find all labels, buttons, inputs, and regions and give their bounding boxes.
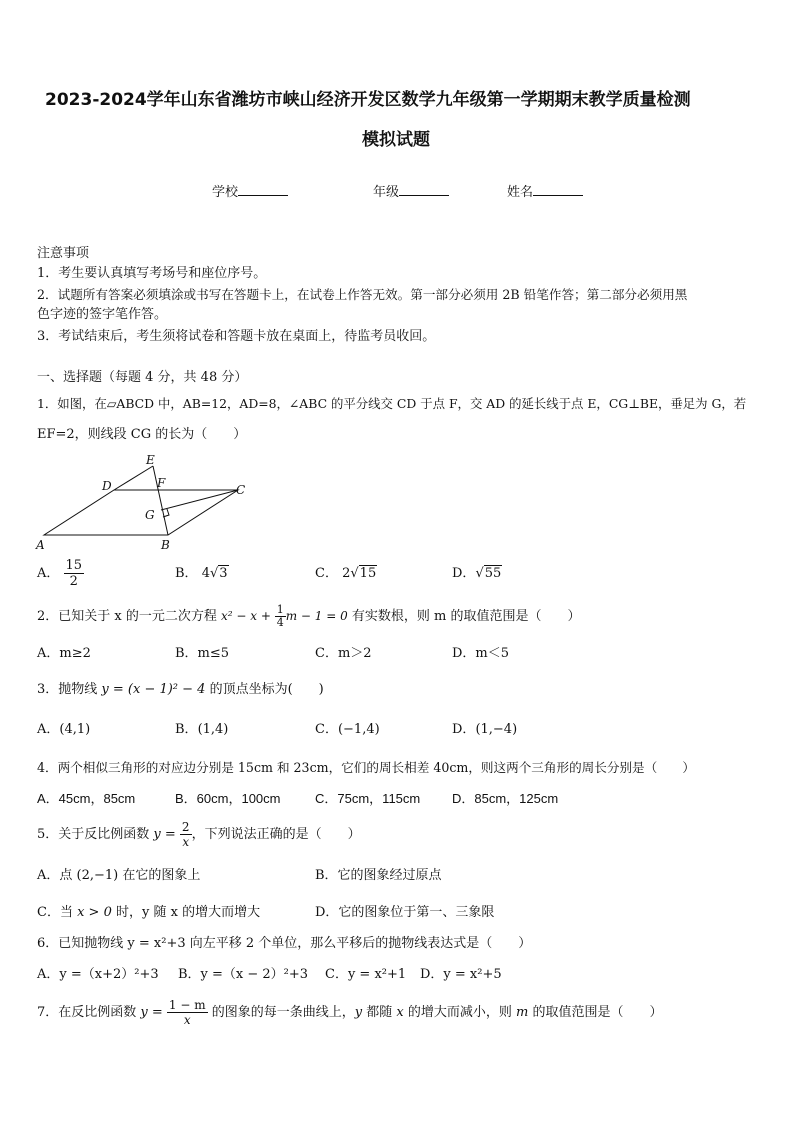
equation: y = (x − 1)² − 4 [101,682,206,697]
stem-text: 有实数根，则 m 的取值范围是（ ） [347,609,581,624]
q1-option-c[interactable]: C． 2√15 [315,566,377,581]
point: (2,−1) [76,868,119,883]
option-text: A．点 [37,868,77,883]
grade-label: 年级 [373,185,400,200]
q2-stem [37,603,580,630]
equation-part: m − 1 = 0 [285,609,348,623]
grade-blank[interactable] [399,183,449,196]
stem-text: 3．抛物线 [37,682,102,697]
coefficient: 4 [201,566,210,581]
q6-option-c[interactable]: C．y = x²+1 [325,967,407,982]
stem-text: 的顶点坐标为( ) [205,682,324,697]
option-text: 时，y 随 x 的增大而增大 [111,905,261,920]
name-blank[interactable] [533,183,583,196]
option-value: (4,1) [59,722,91,737]
variable: m [516,1005,529,1020]
school-label: 学校 [212,185,239,200]
q4-option-d[interactable]: D．85cm，125cm [452,791,559,806]
variable: y = [140,1005,167,1020]
school-blank[interactable] [238,183,288,196]
label-g: G [145,508,155,522]
label-a: A [36,538,45,552]
q1-stem-line2: EF=2，则线段 CG 的长为（ ） [37,427,247,442]
q3-stem [37,682,324,698]
option-label: A． [37,722,60,737]
fraction [180,820,192,849]
fraction [64,558,85,589]
option-label: D． [452,722,476,737]
stem-text: 都随 [362,1005,397,1020]
q4-option-c[interactable]: C．75cm，115cm [315,791,421,806]
q5-option-d[interactable]: D．它的图象位于第一、三象限 [315,905,495,920]
name-field[interactable] [507,183,583,201]
option-label: B． [175,566,198,581]
q2-option-c[interactable]: C．m＞2 [315,646,372,661]
denominator: 4 [276,616,284,629]
q5-option-c[interactable] [37,905,260,921]
coefficient: 2 [342,566,351,581]
stem-text: 的增大而减小，则 [403,1005,516,1020]
stem-text: 的取值范围是（ ） [528,1005,663,1020]
q1-parallelogram-figure [32,452,252,552]
q1-option-a[interactable] [37,558,84,589]
q4-option-b[interactable]: B．60cm，100cm [175,791,281,806]
school-field[interactable] [212,183,288,201]
radicand: 15 [359,566,377,581]
denominator: 2 [69,574,78,589]
option-value: (1,4) [197,722,229,737]
q1-option-d[interactable]: D．√55 [452,566,502,581]
q4-option-a[interactable]: A．45cm，85cm [37,791,136,806]
label-d: D [102,479,112,493]
option-text: C．当 [37,905,78,920]
fraction [167,998,208,1027]
denominator: x [183,1013,191,1027]
condition: x > 0 [77,905,112,920]
variable: y [354,1005,363,1020]
denominator: x [182,835,190,849]
variable: y = [153,827,180,842]
q6-stem: 6．已知抛物线 y = x²+3 向左平移 2 个单位，那么平移后的抛物线表达式是（ ） [37,936,532,951]
q2-option-a[interactable]: A．m≥2 [37,646,91,661]
exam-title-line1: 2023-2024学年山东省潍坊市峡山经济开发区数学九年级第一学期期末教学质量检测 [45,90,691,110]
option-label: B． [175,722,198,737]
notice-item: 2．试题所有答案必须填涂或书写在答题卡上，在试卷上作答无效。第一部分必须用 2B 铅笔作答；第二部分必须用黑 [37,287,688,302]
stem-text: 2．已知关于 x 的一元二次方程 [37,609,221,624]
stem-text: 5．关于反比例函数 [37,827,154,842]
stem-text: 的图象的每一条曲线上， [207,1005,355,1020]
label-e: E [146,453,155,467]
name-label: 姓名 [507,185,534,200]
stem-text: ，下列说法正确的是（ ） [191,827,361,842]
radicand: 55 [484,566,502,581]
option-value: (1,−4) [475,722,518,737]
q6-option-a[interactable]: A．y =（x+2）²+3 [37,967,159,982]
q4-stem: 4．两个相似三角形的对应边分别是 15cm 和 23cm，它们的周长相差 40cm，则这两个三角形的周长分别是（ ） [37,760,696,775]
notice-item: 3．考试结束后，考生须将试卷和答题卡放在桌面上，待监考员收回。 [37,329,436,344]
q1-option-b[interactable]: B． 4√3 [175,566,228,581]
numerator: 1 − m [168,998,206,1012]
option-label: C． [315,722,338,737]
q3-option-d[interactable] [452,722,517,738]
stem-text: 7．在反比例函数 [37,1005,141,1020]
q5-stem [37,820,361,850]
q2-option-d[interactable]: D．m＜5 [452,646,510,661]
label-f: F [157,476,166,490]
q6-option-d[interactable]: D．y = x²+5 [420,967,502,982]
segment-de [114,466,153,490]
segment-cg [161,490,238,510]
q2-option-b[interactable]: B．m≤5 [175,646,230,661]
notice-heading: 注意事项 [37,246,90,261]
numerator: 2 [181,820,190,834]
option-label: A． [37,566,60,581]
q3-option-c[interactable] [315,722,380,738]
notice-item: 1．考生要认真填写考场号和座位序号。 [37,266,267,281]
numerator: 15 [65,558,83,573]
numerator: 1 [276,603,284,616]
label-c: C [236,483,246,497]
grade-field[interactable] [373,183,449,201]
q7-stem [37,997,662,1029]
variable: x [396,1005,404,1020]
q3-option-b[interactable] [175,722,228,738]
radicand: 3 [219,566,228,581]
q5-option-a[interactable] [37,868,200,884]
q1-stem-line1: 1．如图，在▱ABCD 中，AB=12，AD=8，∠ABC 的平分线交 CD 于点 F，交 AD 的延长线于点 E，CG⊥BE，垂足为 G，若 [37,396,747,411]
q6-option-b[interactable]: B．y =（x − 2）²+3 [178,967,309,982]
option-value: (−1,4) [337,722,380,737]
option-label: C． [315,566,338,581]
option-text: 在它的图象上 [118,868,201,883]
q5-option-b[interactable]: B．它的图象经过原点 [315,868,442,883]
label-b: B [161,538,170,552]
fraction [275,604,286,629]
equation-part: x² − x + [221,609,275,623]
parallelogram-abcd [44,490,238,535]
notice-item: 色字迹的签字笔作答。 [37,307,168,322]
section-heading: 一、选择题（每题 4 分，共 48 分） [37,370,248,385]
q3-option-a[interactable] [37,722,90,738]
exam-title-line2: 模拟试题 [362,130,430,150]
option-label: D． [452,566,476,581]
